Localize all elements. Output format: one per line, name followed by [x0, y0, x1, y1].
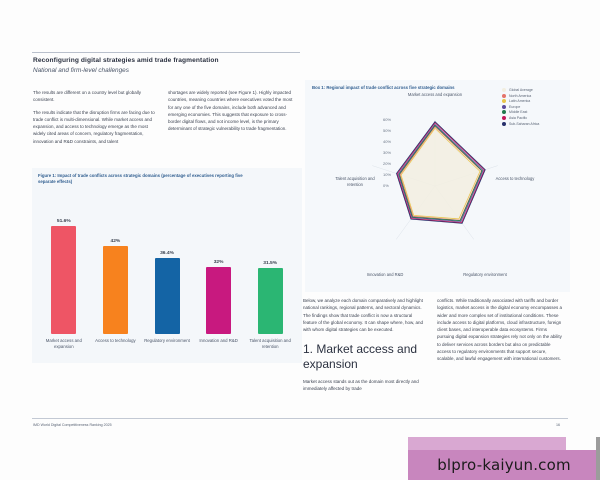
legend-label: Middle East — [509, 110, 528, 115]
bar-group — [47, 194, 81, 334]
legend-label: North America — [509, 93, 532, 98]
section-heading: 1. Market access and expansion — [303, 342, 418, 371]
figure-1-caption: Figure 1: Impact of trade conflicts across strategic domains (percentage of executives reporting five separate effects) — [38, 173, 243, 185]
legend-label: Global Average — [509, 88, 533, 92]
bar-value-label: 32% — [213, 259, 224, 265]
bar-value-label: 36.4% — [160, 250, 174, 256]
radar-axis-label: Market access and expansion — [407, 92, 463, 97]
figure-1-bars — [38, 194, 296, 334]
radar-tick-label: 0% — [383, 183, 389, 188]
radar-axis-label: Access to technology — [495, 176, 535, 181]
legend-item — [502, 88, 564, 92]
bar-group — [202, 194, 236, 334]
analysis-after-heading: Market access stands out as the domain most directly and immediately affected by trade — [303, 378, 419, 391]
intro-paragraph-1: The results are different on a country level but globally consistent. — [33, 90, 141, 103]
bar-category-label: Innovation and R&D — [199, 338, 238, 343]
box-1-panel — [305, 80, 570, 292]
intro-paragraph-2: The results indicate that the disruption firms are facing due to trade conflict is multi-dimensional. While market access and expansion, and access to technology emerge as the most widely cited areas of concern, regulatory fragmentation, innovation and R&D constraints, and talent — [33, 109, 155, 144]
footer-source: IMD World Digital Competitiveness Ranking 2025 — [33, 423, 112, 427]
legend-label: Europe — [509, 104, 521, 109]
legend-item — [502, 94, 564, 98]
header-divider — [32, 52, 300, 53]
radar-tick-label: 40% — [383, 139, 392, 144]
radar-axis-label: Innovation and R&D — [366, 272, 404, 277]
figure-1-panel — [32, 168, 302, 363]
bar-category-label: Talent acquisition and retention — [249, 338, 291, 350]
bar-rect — [103, 246, 128, 334]
bar-group — [98, 194, 132, 334]
bar-value-label: 51.6% — [56, 218, 71, 224]
bar-category-label: Access to technology — [95, 338, 136, 343]
analysis-column-left — [303, 297, 427, 397]
intro-column-left — [33, 89, 155, 150]
bar-rect — [155, 258, 180, 334]
bar-rect — [206, 267, 231, 334]
bar-category-label: Market access and expansion — [45, 338, 82, 350]
page-title: Reconfiguring digital strategies amid trade fragmentation — [33, 57, 219, 64]
radar-tick-label: 50% — [383, 128, 392, 133]
bar-value-label: 42% — [110, 238, 121, 244]
legend-label: Latin America — [509, 99, 531, 104]
legend-color-dot — [502, 88, 506, 92]
legend-color-dot — [502, 94, 506, 98]
figure-1-category-labels — [38, 338, 296, 360]
bar-rect — [51, 226, 76, 334]
bar-group — [150, 194, 184, 334]
analysis-intro: Below, we analyze each domain comparatively and highlight national rankings, regional patterns, and sectoral dynamics. The findings show that trade conflict is now a structural feature of the global economy. It can shape where, how, and with whom digital strategies can be executed. — [303, 298, 423, 333]
analysis-column-right — [437, 297, 565, 368]
bar-value-label: 31.5% — [263, 260, 278, 266]
bar-rect — [258, 268, 283, 334]
radar-tick-label: 10% — [383, 172, 392, 177]
page-subtitle: National and firm-level challenges — [33, 67, 129, 74]
radar-axis-label: Talent acquisition and retention — [335, 176, 375, 187]
radar-tick-label: 60% — [383, 117, 392, 122]
page-number: 16 — [556, 423, 560, 427]
intro-column-right — [168, 89, 296, 138]
radar-svg — [335, 98, 535, 278]
footer-divider — [32, 418, 568, 419]
radar-tick-label: 20% — [383, 161, 392, 166]
watermark-band — [408, 437, 566, 450]
watermark-text: blpro-kaiyun.com — [437, 456, 571, 474]
legend-label: Asia Pacific — [509, 115, 528, 120]
radar-axis-label: Regulatory environment — [463, 272, 507, 277]
intro-paragraph-3: shortages are widely reported (see Figure 1). Highly impacted countries, meaning countries where executives voted the most for any one of the five domains, include both advanced and emerging economies. This suggests that exposure to cross-border digital flows, and not income level, is the primary determinant of strategic vulnerability to trade fragmentation. — [168, 90, 293, 132]
bar-group — [253, 194, 287, 334]
radar-tick-label: 30% — [383, 150, 392, 155]
legend-label: Sub-Saharan Africa — [509, 121, 540, 126]
watermark-edge — [596, 437, 600, 480]
box-1-caption: Box 1: Regional impact of trade conflict across five strategic domains — [312, 85, 455, 90]
analysis-continuation: conflicts. While traditionally associated with tariffs and border logistics, market access in the digital economy encompasses a wider and more complex set of institutional conditions. These include access to digital platforms, cloud infrastructure, foreign client bases, and interoperable data ecosystems. Firms pursuing digital expansion strategies rely not only on the ability to deliver services across borders but also on predictable access to regulatory environments that support secure, scalable, and lawful engagement with international customers. — [437, 298, 563, 362]
bar-category-label: Regulatory environment — [144, 338, 190, 343]
